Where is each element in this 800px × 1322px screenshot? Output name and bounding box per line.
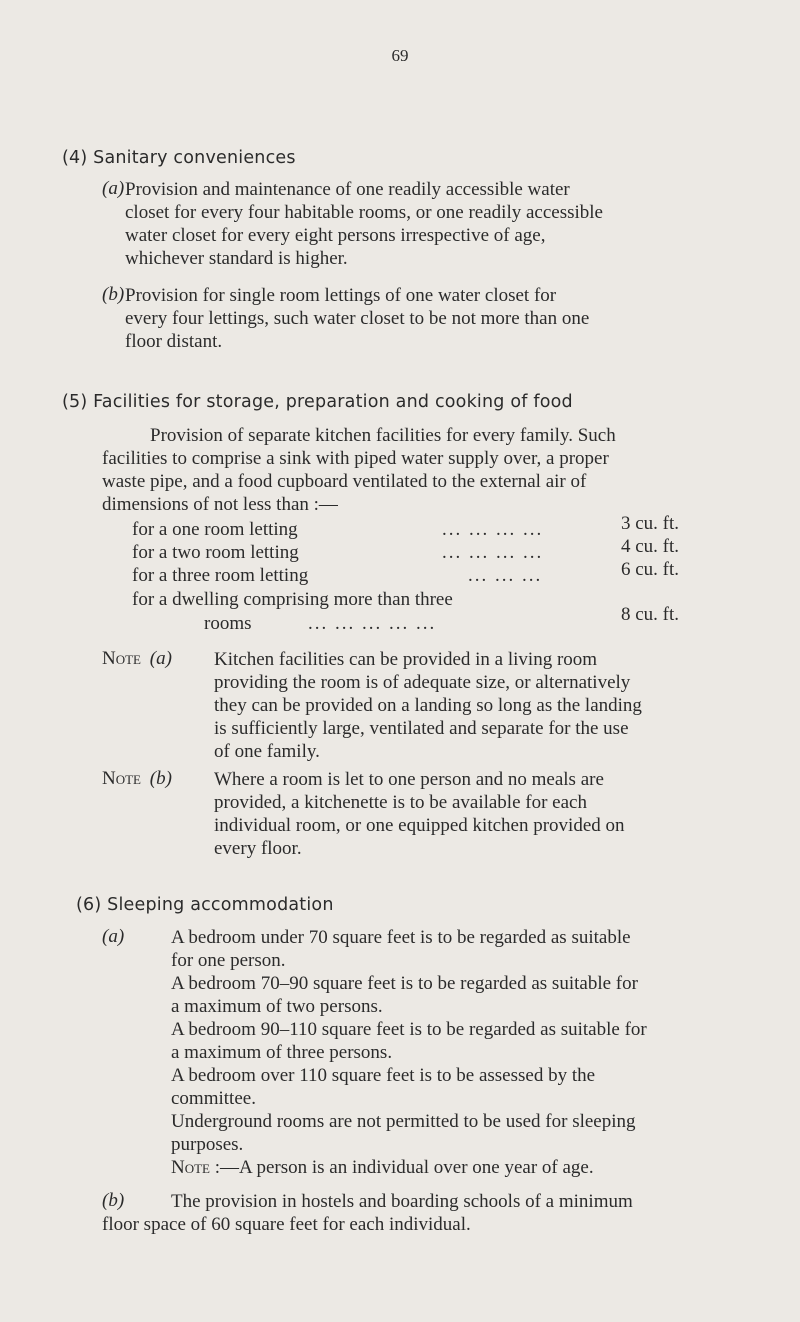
s6-a-line: A bedroom 90–110 square feet is to be regarded as suitable for (171, 1019, 647, 1040)
s4-item-b-text (125, 284, 725, 353)
note-a-line: of one family. (214, 741, 320, 762)
s5-row-dots: ... ... ... (468, 565, 543, 586)
s6-a-line: A bedroom 70–90 square feet is to be regarded as suitable for (171, 973, 638, 994)
s5-intro-line: waste pipe, and a food cupboard ventilated to the external air of (102, 471, 587, 492)
s6-item-b-label: (b) (102, 1190, 125, 1211)
s4-b-line: Provision for single room lettings of one water closet for (125, 285, 557, 306)
s5-intro-line: Provision of separate kitchen facilities for every family. Such (150, 425, 616, 446)
s6-a-line: a maximum of three persons. (171, 1042, 393, 1063)
s5-row-dots: ... ... ... ... ... (308, 613, 437, 634)
s4-a-line: whichever standard is higher. (125, 248, 348, 269)
s4-item-a-label: (a) (102, 178, 125, 199)
section-4-heading: (4) Sanitary conveniences (62, 148, 296, 168)
s4-item-a-text (125, 178, 725, 270)
s6-a-line: for one person. (171, 950, 286, 971)
s4-a-line: Provision and maintenance of one readily accessible water (125, 179, 570, 200)
note-b-line: every floor. (214, 838, 302, 859)
s4-b-line: floor distant. (125, 331, 223, 352)
s6-item-b-text (102, 1190, 765, 1236)
section-6-heading: (6) Sleeping accommodation (76, 895, 334, 915)
s6-note-line (125, 1156, 745, 1179)
note-text: :—A person is an individual over one year of age. (214, 1157, 594, 1178)
s5-row-label: for a one room letting (132, 519, 298, 540)
s6-a-line: committee. (171, 1088, 256, 1109)
note-tag: (b) (149, 768, 172, 789)
s6-a-line: A bedroom under 70 square feet is to be regarded as suitable (171, 927, 631, 948)
s6-b-line: The provision in hostels and boarding schools of a minimum (171, 1191, 633, 1212)
s5-row-dots: ... ... ... ... (442, 542, 544, 563)
note-b-line: individual room, or one equipped kitchen provided on (214, 815, 625, 836)
s6-item-a-label: (a) (102, 926, 125, 947)
note-a-line: they can be provided on a landing so long as the landing (214, 695, 642, 716)
note-a-line: providing the room is of adequate size, or alternatively (214, 672, 631, 693)
section-5-heading: (5) Facilities for storage, preparation and cooking of food (62, 392, 573, 412)
s5-row-label: for a dwelling comprising more than three (132, 589, 453, 610)
s4-a-line: closet for every four habitable rooms, or one readily accessible (125, 202, 603, 223)
note-a-line: Kitchen facilities can be provided in a living room (214, 649, 598, 670)
s6-a-line: Underground rooms are not permitted to be used for sleeping (171, 1111, 636, 1132)
note-label: Note (171, 1157, 210, 1178)
note-tag: (a) (149, 648, 172, 669)
s5-row-label: for a three room letting (132, 565, 309, 586)
s5-row-label: rooms (204, 613, 252, 634)
note-a-marker (102, 648, 172, 670)
s5-row-value: 8 cu. ft. (621, 604, 680, 625)
note-b-line: Where a room is let to one person and no meals are (214, 769, 604, 790)
note-b-marker (102, 768, 172, 790)
s6-b-line: floor space of 60 square feet for each individual. (102, 1214, 471, 1235)
s5-intro-line: facilities to comprise a sink with piped water supply over, a proper (102, 448, 609, 469)
page-number: 69 (391, 46, 409, 65)
s5-intro-line: dimensions of not less than :— (102, 494, 338, 515)
s5-row-dots: ... ... ... ... (442, 519, 544, 540)
s4-a-line: water closet for every eight persons irrespective of age, (125, 225, 546, 246)
s5-row-value: 4 cu. ft. (621, 536, 680, 557)
s5-row-value: 6 cu. ft. (621, 559, 680, 580)
note-b-line: provided, a kitchenette is to be available for each (214, 792, 587, 813)
s6-a-line: a maximum of two persons. (171, 996, 383, 1017)
s4-item-b-label: (b) (102, 284, 125, 305)
s4-b-line: every four lettings, such water closet to be not more than one (125, 308, 590, 329)
s6-a-line: purposes. (171, 1134, 244, 1155)
note-a-line: is sufficiently large, ventilated and separate for the use (214, 718, 629, 739)
s6-item-a-text (125, 926, 745, 1179)
note-label: Note (102, 648, 141, 669)
note-b-text (214, 768, 734, 860)
note-label: Note (102, 768, 141, 789)
s6-a-line: A bedroom over 110 square feet is to be assessed by the (171, 1065, 596, 1086)
s5-row-value: 3 cu. ft. (621, 513, 680, 534)
s5-row-label: for a two room letting (132, 542, 299, 563)
note-a-text (214, 648, 734, 763)
s5-intro-paragraph (102, 424, 722, 516)
